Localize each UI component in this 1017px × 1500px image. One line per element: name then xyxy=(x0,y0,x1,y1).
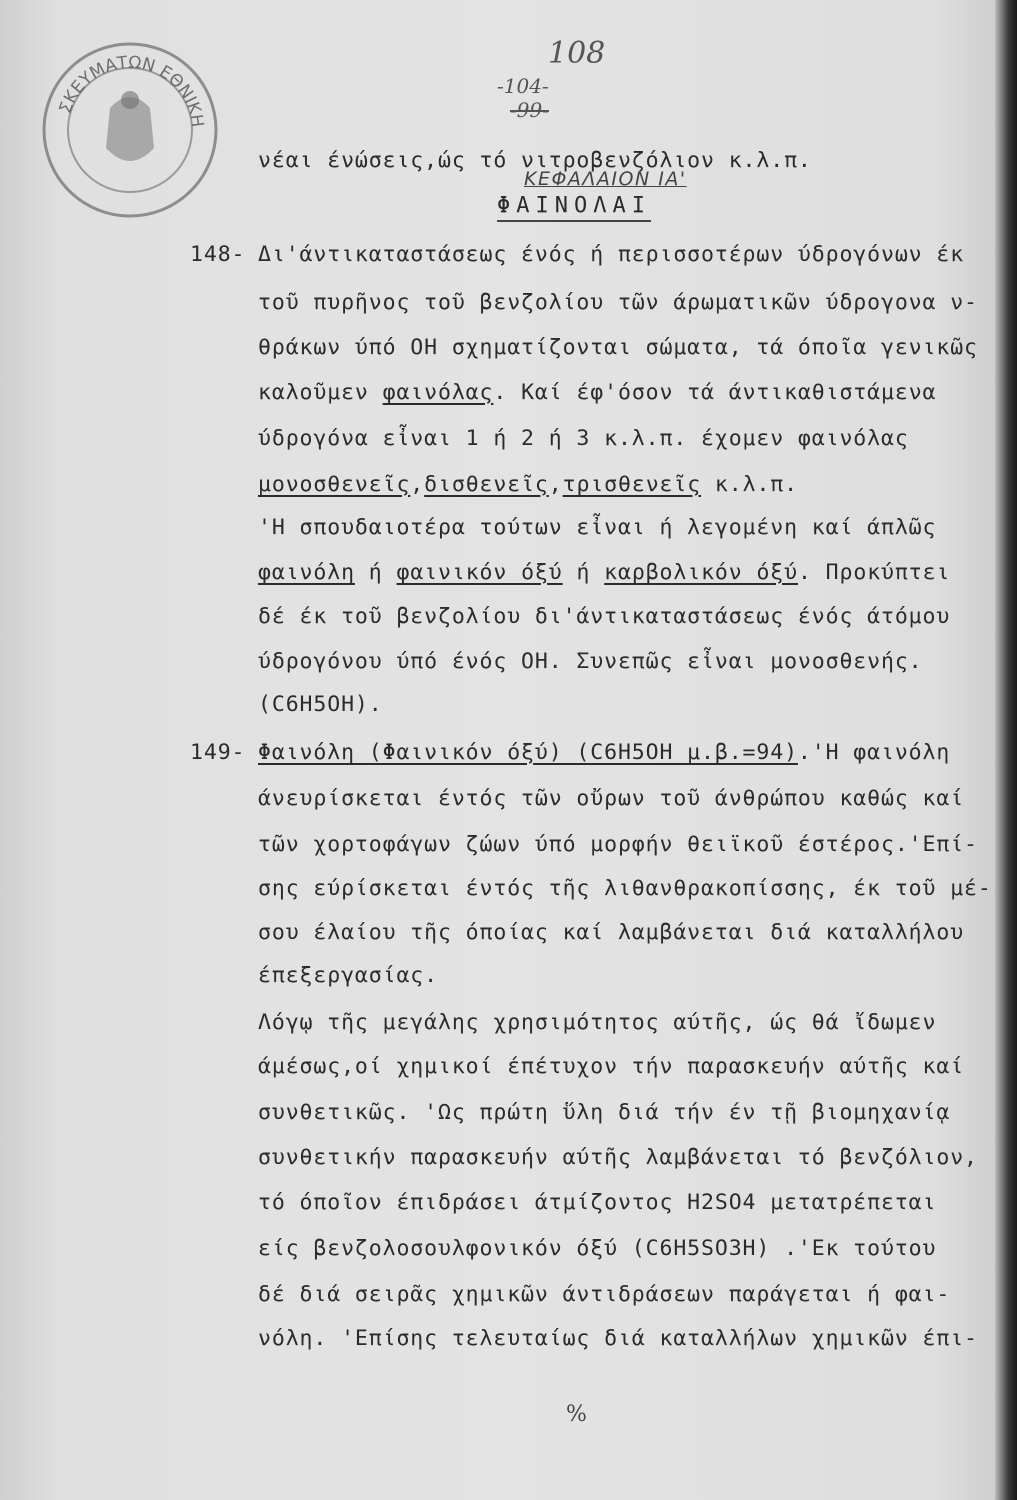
text-line: (C6H5OH). xyxy=(258,692,383,717)
underlined-term: δισθενεῖς xyxy=(424,472,549,497)
archive-seal-stamp xyxy=(38,38,223,223)
underlined-term: φαινόλη xyxy=(258,560,355,585)
text-line: Δι'άντικαταστάσεως ένός ή περισσοτέρων ύδρογόνων έκ xyxy=(258,242,965,267)
page-number: -104- xyxy=(497,74,549,98)
text-line: μονοσθενεῖς,δισθενεῖς,τρισθενεῖς κ.λ.π. xyxy=(258,472,798,497)
handwritten-page-number: 108 xyxy=(548,36,606,71)
underlined-term: καρβολικόν όξύ xyxy=(604,560,798,585)
text-line: σου έλαίου τῆς όποίας καί λαμβάνεται διά καταλλήλου xyxy=(258,920,965,945)
text-line: άμέσως,οί χημικοί έπέτυχον τήν παρασκευήν αύτῆς καί xyxy=(258,1054,965,1079)
underlined-term: τρισθενεῖς xyxy=(562,472,702,497)
text-line: τό όποῖον έπιδράσει άτμίζοντος H2SO4 μετατρέπεται xyxy=(258,1190,937,1215)
text-line: νέαι ένώσεις,ώς τό νιτροβενζόλιον κ.λ.π. xyxy=(258,148,812,173)
text-line: συνθετικῶς. 'Ως πρώτη ὕλη διά τήν έν τῇ βιομηχανίᾳ xyxy=(258,1100,951,1125)
footer-mark: % xyxy=(566,1402,587,1427)
paragraph-number: 148- xyxy=(190,242,246,267)
chapter-title: ΦΑΙΝΟΛΑΙ xyxy=(497,193,651,222)
text-line: Φαινόλη (Φαινικόν όξύ) (C6H5OH μ.β.=94).'Η φαινόλη xyxy=(258,740,951,765)
svg-text:ΣΚΕΥΜΑΤΩΝ ΕΘΝΙΚΗ: ΣΚΕΥΜΑΤΩΝ ΕΘΝΙΚΗ xyxy=(55,52,208,129)
underlined-term: φαινικόν όξύ xyxy=(396,560,563,585)
binding-edge xyxy=(995,0,1017,1500)
underlined-term: φαινόλας xyxy=(382,380,494,405)
underlined-heading: Φαινόλη (Φαινικόν όξύ) (C6H5OH μ.β.=94) xyxy=(258,740,798,765)
struck-page-number: -99- xyxy=(510,98,549,122)
text-line: νόλη. 'Επίσης τελευταίως διά καταλλήλων χημικῶν έπι- xyxy=(258,1326,978,1351)
text-line: σης εύρίσκεται έντός τῆς λιθανθρακοπίσσης, έκ τοῦ μέ- xyxy=(258,876,992,901)
text-line: Λόγῳ τῆς μεγάλης χρησιμότητος αύτῆς, ώς θά ἴδωμεν xyxy=(258,1010,937,1035)
underlined-term: μονοσθενεῖς xyxy=(258,472,411,497)
text-line: καλοῦμεν φαινόλας. Καί έφ'όσον τά άντικαθιστάμενα xyxy=(258,380,937,405)
text-line: συνθετικήν παρασκευήν αύτῆς λαμβάνεται τό βενζόλιον, xyxy=(258,1145,978,1170)
text-line: φαινόλη ή φαινικόν όξύ ή καρβολικόν όξύ. Προκύπτει xyxy=(258,560,951,585)
text-line: είς βενζολοσουλφονικόν όξύ (C6H5SO3H) .'Εκ τούτου xyxy=(258,1236,937,1261)
text-line: δέ διά σειρᾶς χημικῶν άντιδράσεων παράγεται ή φαι- xyxy=(258,1282,951,1307)
chapter-heading-handwritten: ΚΕΦΑΛΑΙΟΝ ΙΑ' xyxy=(524,168,687,190)
text-line: δέ έκ τοῦ βενζολίου δι'άντικαταστάσεως ένός άτόμου xyxy=(258,604,951,629)
text-line: ύδρογόνα εἶναι 1 ή 2 ή 3 κ.λ.π. έχομεν φαινόλας xyxy=(258,426,909,451)
text-line: έπεξεργασίας. xyxy=(258,963,438,988)
text-line: άνευρίσκεται έντός τῶν οὔρων τοῦ άνθρώπου καθώς καί xyxy=(258,786,965,811)
text-line: ύδρογόνου ύπό ένός ΟΗ. Συνεπῶς εἶναι μονοσθενής. xyxy=(258,649,923,674)
text-line: τῶν χορτοφάγων ζώων ύπό μορφήν θειϊκοῦ έστέρος.'Επί- xyxy=(258,832,978,857)
text-line: θράκων ύπό ΟΗ σχηματίζονται σώματα, τά όποῖα γενικῶς xyxy=(258,335,978,360)
text-line: 'Η σπουδαιοτέρα τούτων εἶναι ή λεγομένη καί άπλῶς xyxy=(258,515,937,540)
paragraph-number: 149- xyxy=(190,740,246,765)
text-line: τοῦ πυρῆνος τοῦ βενζολίου τῶν άρωματικῶν ύδρογονα ν- xyxy=(258,290,978,315)
